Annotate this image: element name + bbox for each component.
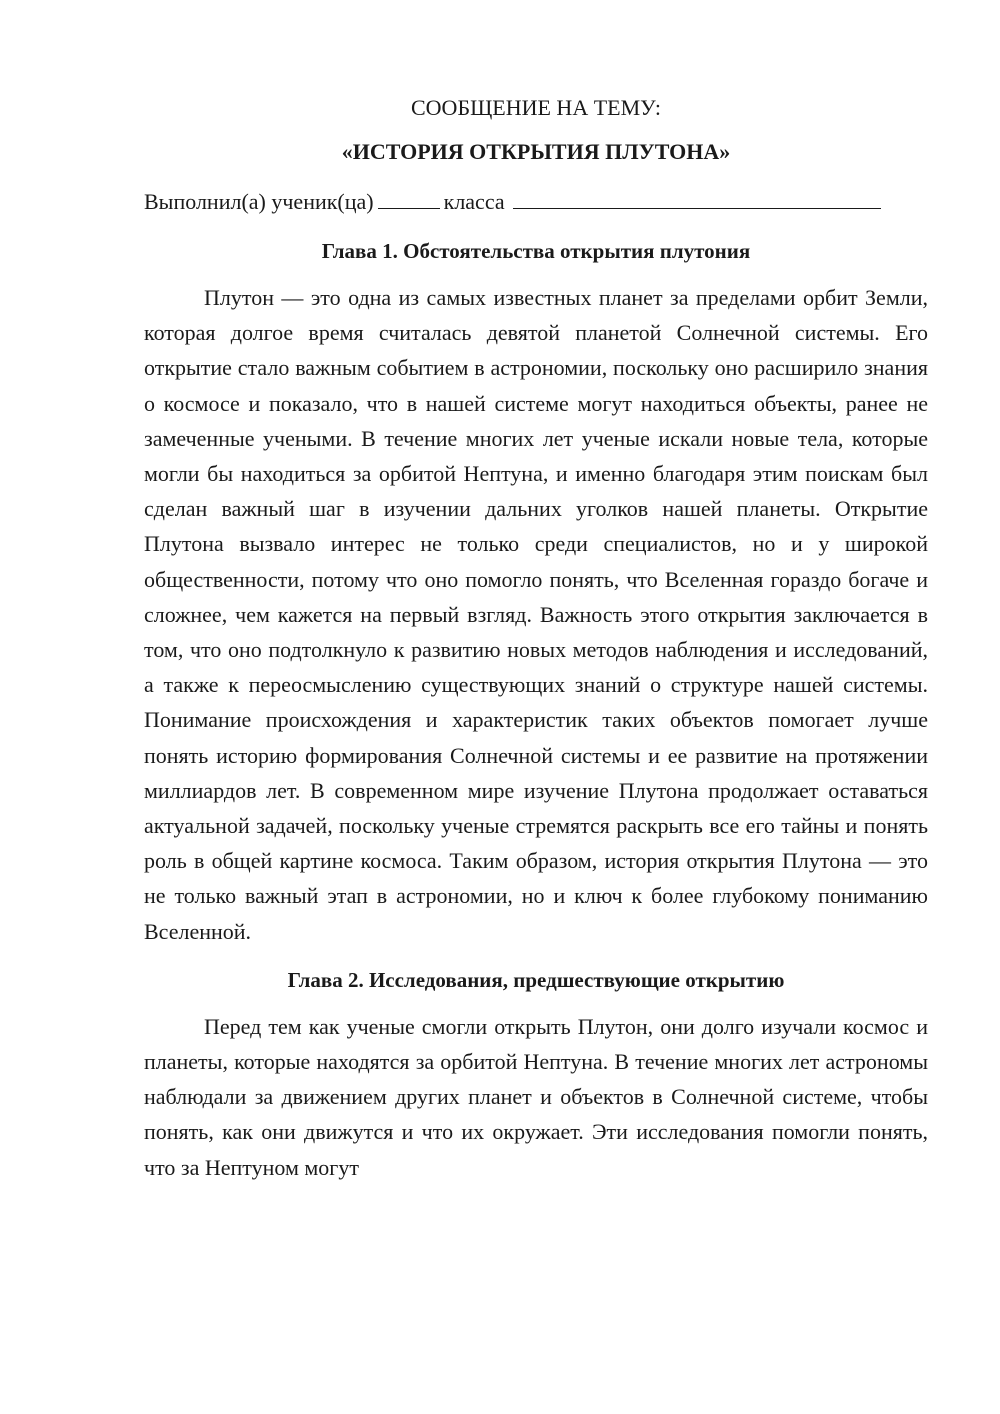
chapter-2-paragraph: Перед тем как ученые смогли открыть Плутон, они долго изучали космос и планеты, которые находятся за орбитой Нептуна. В течение многих лет астрономы наблюдали за движением других планет и объектов в Солнечной системе, чтобы понять, как они движутся и что их окружает. Эти исследования помогли понять, что за Нептуном могут <box>144 1013 928 1180</box>
author-name-blank <box>513 186 881 209</box>
document-title-line-1: СООБЩЕНИЕ НА ТЕМУ: <box>411 95 661 120</box>
chapter-1-paragraph: Плутон — это одна из самых известных планет за пределами орбит Земли, которая долгое время считалась девятой планетой Солнечной системы. Его открытие стало важным событием в астрономии, поскольку оно расширило знания о космосе и показало, что в нашей системе могут находиться объекты, ранее не замеченные учеными. В течение многих лет ученые искали новые тела, которые могли бы находиться за орбитой Нептуна, и именно благодаря этим поискам был сделан важный шаг в изучении дальних уголков нашей планеты. Открытие Плутона вызвало интерес не только среди специалистов, но и у широкой общественности, потому что оно помогло понять, что Вселенная гораздо богаче и сложнее, чем кажется на первый взгляд. Важность этого открытия заключается в том, что оно подтолкнуло к развитию новых методов наблюдения и исследований, а также к переосмыслению существующих знаний о структуре нашей системы. Понимание происхождения и характеристик таких объектов помогает лучше понять историю формирования Солнечной системы и ее развитие на протяжении миллиардов лет. В современном мире изучение Плутона продолжает оставаться актуальной задачей, поскольку ученые стремятся раскрыть все его тайны и понять роль в общей картине космоса. Таким образом, история открытия Плутона — это не только важный этап в астрономии, но и ключ к более глубокому пониманию Вселенной. <box>144 285 928 944</box>
author-line <box>144 186 928 218</box>
author-prefix: Выполнил(а) ученик(ца) <box>144 189 374 214</box>
chapter-1-heading: Глава 1. Обстоятельства открытия плутония <box>321 239 751 263</box>
author-class-label: класса <box>443 189 505 214</box>
document-title-line-2: «ИСТОРИЯ ОТКРЫТИЯ ПЛУТОНА» <box>341 139 731 164</box>
class-number-blank <box>378 186 440 209</box>
chapter-2-heading: Глава 2. Исследования, предшествующие открытию <box>287 967 785 992</box>
document-page <box>144 92 928 1201</box>
